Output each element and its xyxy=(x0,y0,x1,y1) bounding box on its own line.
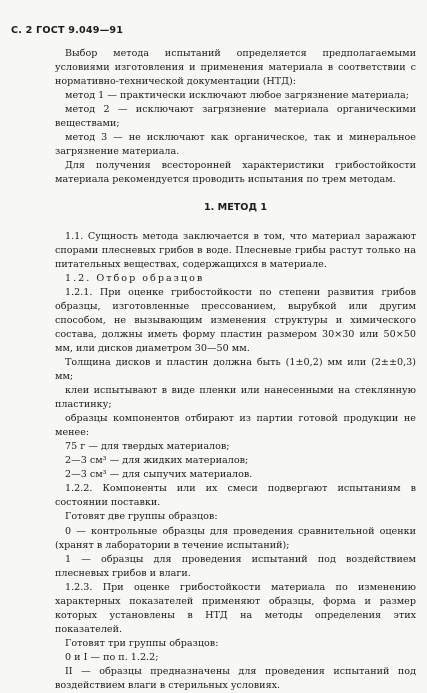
clause-1-2-3: 1.2.3. При оценке грибостойкости материала по изменению характерных показателей применяют образцы, форма и размер которых установлены в НТД на методы определения этих показателей. xyxy=(55,581,416,635)
clause-1-2-1: 1.2.1. При оценке грибостойкости по степени развития грибов образцы, изготовленные прессованием, вырубкой или другим способом, не вызывающим изменения структуры и химического состава, должны иметь форму пластин размером 30×30 или 50×50 мм, или дисков диаметром 30—50 мм. xyxy=(55,286,416,354)
list-item-solid: 75 г — для твердых материалов; xyxy=(65,441,230,453)
two-groups-paragraph: Готовят две группы образцов: xyxy=(65,511,218,523)
clause-1-2-heading: 1.2. Отбор образцов xyxy=(65,272,205,284)
components-paragraph: образцы компонентов отбирают из партии готовой продукции не менее: xyxy=(55,413,416,439)
glue-paragraph: клеи испытывают в виде пленки или нанесенными на стеклянную пластинку; xyxy=(55,385,416,411)
method-2-item: метод 2 — исключают загрязнение материала органическими веществами; xyxy=(55,104,416,130)
method-1-item: метод 1 — практически исключают любое загрязнение материала; xyxy=(65,90,409,102)
list-item-liquid: 2—3 см³ — для жидких материалов; xyxy=(65,455,249,467)
three-groups-paragraph: Готовят три группы образцов: xyxy=(65,637,219,649)
intro-paragraph: Выбор метода испытаний определяется предполагаемыми условиями изготовления и применения материала в соответствии с нормативно-технической документации (НТД): xyxy=(55,48,416,88)
recommendation-paragraph: Для получения всесторонней характеристики грибостойкости материала рекомендуется проводить испытания по трем методам. xyxy=(55,160,416,186)
thickness-paragraph: Толщина дисков и пластин должна быть (1±0,2) мм или (2±±0,3) мм; xyxy=(55,356,416,382)
group-0-i-item: 0 и I — по п. 1.2.2; xyxy=(65,651,159,663)
group-1-item: 1 — образцы для проведения испытаний под воздействием плесневых грибов и влаги. xyxy=(55,553,416,579)
method-3-item: метод 3 — не исключают как органическое, так и минеральное загрязнение материала. xyxy=(55,132,416,158)
document-body xyxy=(55,47,416,693)
clause-1-2-2: 1.2.2. Компоненты или их смеси подвергают испытаниям в состоянии поставки. xyxy=(55,483,416,509)
clause-1-1: 1.1. Сущность метода заключается в том, что материал заражают спорами плесневых грибов в воде. Плесневые грибы растут только на питательных веществах, содержащихся в материале. xyxy=(55,230,416,270)
list-item-bulk: 2—3 см³ — для сыпучих материалов. xyxy=(65,469,253,481)
group-0-item: 0 — контрольные образцы для проведения сравнительной оценки (хранят в лаборатории в течение испытаний); xyxy=(55,525,416,551)
section-title: 1. МЕТОД 1 xyxy=(203,202,268,214)
page-header: С. 2 ГОСТ 9.049—91 xyxy=(11,25,124,36)
group-ii-item: II — образцы предназначены для проведения испытаний под воздействием влаги в стерильных условиях. xyxy=(55,665,416,692)
